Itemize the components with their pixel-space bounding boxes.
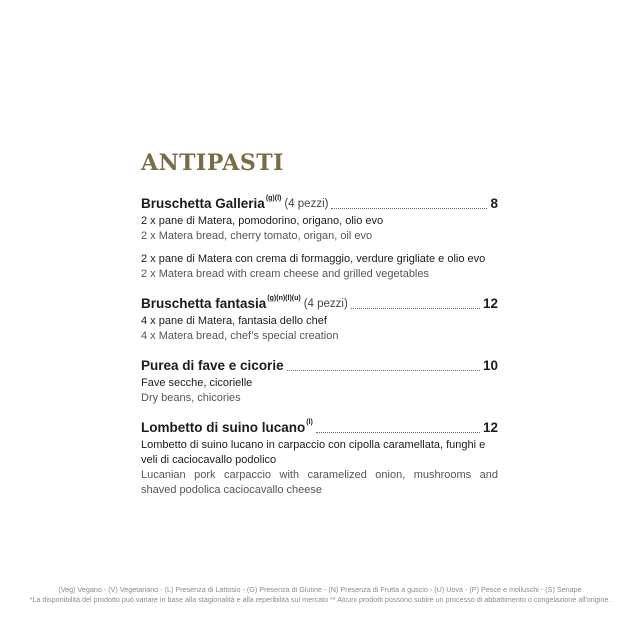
item-price: 8 [490, 196, 498, 211]
menu-item-header [141, 358, 498, 374]
section-title: ANTIPASTI [141, 150, 284, 176]
item-description-it: 2 x pane di Matera, pomodorino, origano, olio evo [141, 215, 384, 227]
menu-item-header [141, 196, 498, 212]
item-description-it: 4 x pane di Matera, fantasia dello chef [141, 315, 327, 327]
availability-note: *La disponibilità del prodotto può variare in base alla stagionalità e alla reperibilità sul mercato ** Alcuni prodotti possono subire un processo di abbattimento o congelazione all'origine. [29, 595, 611, 604]
menu-item-header [141, 296, 498, 312]
item-description-en: Dry beans, chicories [141, 392, 241, 404]
menu-item-lombetto-suino [141, 420, 498, 498]
dot-leader [331, 207, 487, 209]
item-price: 12 [482, 420, 498, 435]
dot-leader [287, 369, 480, 371]
item-allergens: (l) [306, 419, 313, 426]
item-variant-it: 2 x pane di Matera con crema di formaggio, verdure grigliate e olio evo [141, 253, 486, 265]
item-description-en: 2 x Matera bread, cherry tomato, origan, oil evo [141, 230, 373, 242]
dot-leader [316, 431, 480, 433]
item-price: 12 [482, 296, 498, 311]
allergen-footer [0, 585, 640, 605]
menu-section [141, 150, 498, 512]
item-quantity: (4 pezzi) [303, 298, 348, 310]
allergen-legend: (Veg) Vegano - (V) Vegetariano - (L) Presenza di Lattosio - (G) Presenza di Glutine - (N) Presenza di Frutta a guscio - (U) Uova - (P) Pesce e molluschi - (S) Senape [58, 585, 582, 594]
item-allergens: (g)(n)(l)(u) [267, 295, 301, 302]
item-price: 10 [482, 358, 498, 373]
menu-item-bruschetta-fantasia [141, 296, 498, 344]
item-name: Purea di fave e cicorie [141, 358, 284, 373]
item-description-en: Lucanian pork carpaccio with caramelized onion, mushrooms and shaved podolica caciocavallo cheese [141, 469, 498, 496]
item-name: Lombetto di suino lucano [141, 420, 306, 435]
item-description-en: 4 x Matera bread, chef’s special creation [141, 330, 339, 342]
menu-item-bruschetta-galleria [141, 196, 498, 282]
dot-leader [351, 307, 480, 309]
item-name: Bruschetta fantasia [141, 296, 267, 311]
menu-item-header [141, 420, 498, 436]
item-quantity: (4 pezzi) [284, 198, 329, 210]
item-variant-en: 2 x Matera bread with cream cheese and grilled vegetables [141, 268, 429, 280]
item-name: Bruschetta Galleria [141, 196, 265, 211]
item-description-it: Fave secche, cicorielle [141, 377, 253, 389]
item-description-it: Lombetto di suino lucano in carpaccio con cipolla caramellata, funghi e veli di caciocavallo podolico [141, 439, 486, 466]
menu-item-purea-fave-cicorie [141, 358, 498, 406]
item-allergens: (g)(l) [265, 195, 282, 202]
